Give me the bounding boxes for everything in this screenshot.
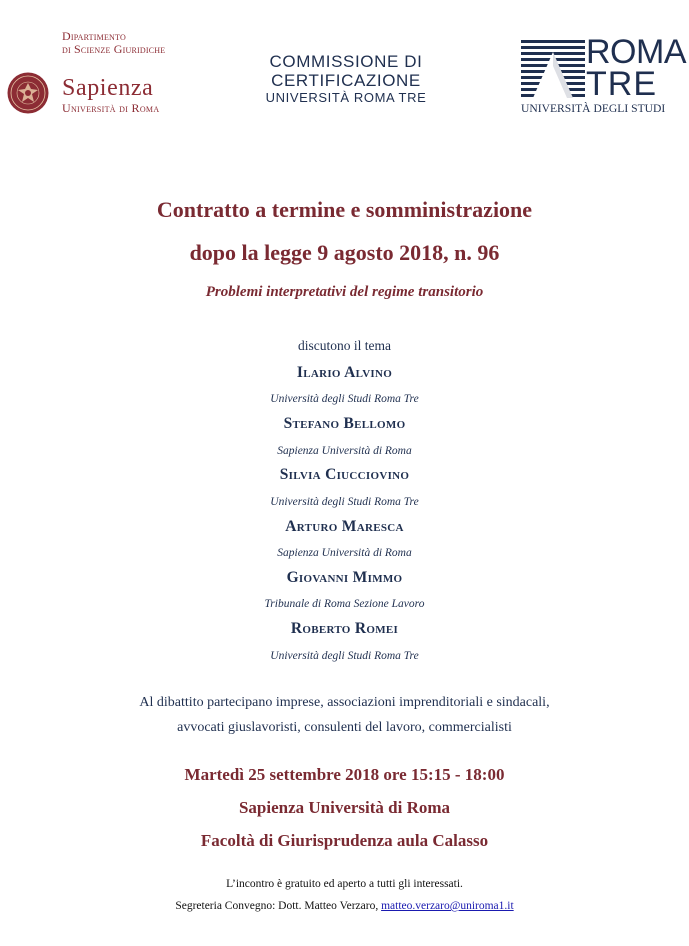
event-place-room: Facoltà di Giurisprudenza aula Calasso (200, 831, 489, 850)
event-place-university: Sapienza Università di Roma (238, 798, 451, 817)
commission-line3: UNIVERSITÀ ROMA TRE (265, 90, 427, 105)
speaker-name: Stefano Bellomo (283, 415, 406, 432)
discuss-label: discutono il tema (298, 338, 391, 353)
free-entry-note: L’incontro è gratuito ed aperto a tutti gli interessati. (226, 878, 463, 890)
event-date: Martedì 25 settembre 2018 ore 15:15 - 18:00 (184, 765, 505, 784)
romatre-tre: TRE (586, 65, 657, 103)
sapienza-subtitle: Università di Roma (62, 101, 160, 115)
sapienza-dept-line2: di Scienze Giuridiche (62, 42, 166, 56)
romatre-subtitle: UNIVERSITÀ DEGLI STUDI (521, 102, 666, 115)
commission-line2: CERTIFICAZIONE (271, 71, 421, 90)
sapienza-dept-line1: Dipartimento (62, 29, 126, 43)
debate-line1: Al dibattito partecipano imprese, associazioni imprenditoriali e sindacali, (139, 695, 550, 710)
secretary-line (0, 900, 689, 912)
speaker-name: Roberto Romei (290, 620, 399, 637)
romatre-roma: ROMA (586, 33, 686, 71)
debate-line2: avvocati giuslavoristi, consulenti del lavoro, commercialisti (177, 720, 512, 735)
speaker-name: Ilario Alvino (296, 364, 393, 381)
commission-line1: COMMISSIONE DI (269, 52, 423, 71)
secretary-email-link[interactable]: matteo.verzaro@uniroma1.it (381, 900, 514, 912)
speaker-affiliation: Tribunale di Roma Sezione Lavoro (264, 598, 425, 610)
speaker-name: Arturo Maresca (285, 518, 404, 535)
header (0, 0, 689, 140)
speaker-affiliation: Università degli Studi Roma Tre (270, 650, 419, 662)
sapienza-seal-icon (7, 72, 49, 114)
speaker-name: Silvia Ciucciovino (279, 466, 410, 483)
debate-text (0, 690, 689, 740)
title-line1: Contratto a termine e somministrazione (156, 197, 533, 222)
secretary-label: Segreteria Convegno: Dott. Matteo Verzaro, (175, 900, 382, 912)
title-line2: dopo la legge 9 agosto 2018, n. 96 (189, 240, 500, 265)
speaker-affiliation: Università degli Studi Roma Tre (270, 393, 419, 405)
sapienza-department (62, 30, 165, 56)
subtitle: Problemi interpretativi del regime transitorio (205, 284, 484, 300)
speaker-affiliation: Sapienza Università di Roma (277, 547, 412, 559)
sapienza-name: Sapienza (62, 75, 154, 101)
commission-block (258, 52, 434, 106)
speaker-affiliation: Università degli Studi Roma Tre (270, 496, 419, 508)
speaker-name: Giovanni Mimmo (286, 569, 403, 586)
speaker-affiliation: Sapienza Università di Roma (277, 445, 412, 457)
